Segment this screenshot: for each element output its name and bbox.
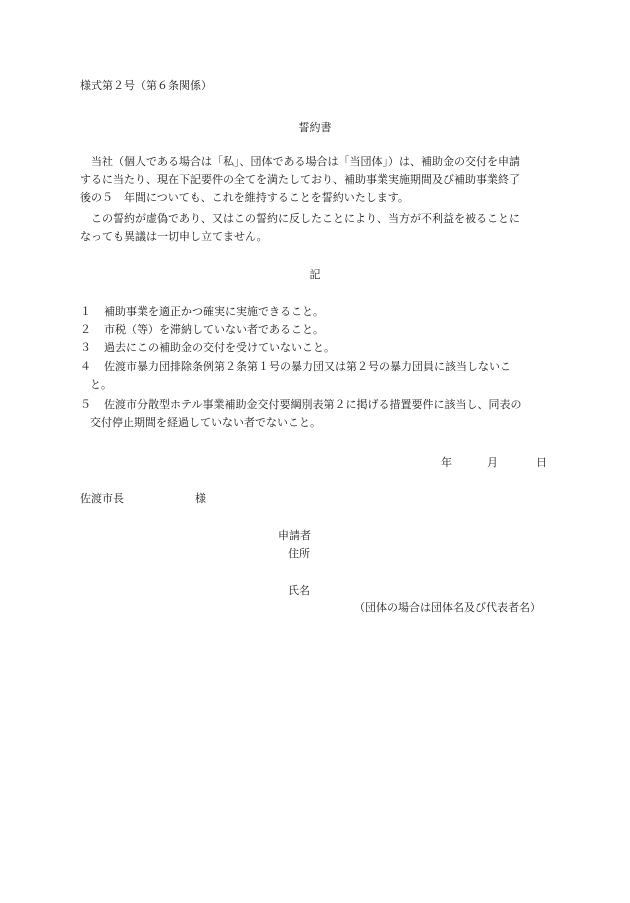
item-text-continued: 交付停止期間を経過していない者でないこと。: [90, 416, 321, 429]
item-text: 佐渡市分散型ホテル事業補助金交付要綱別表第２に掲げる措置要件に該当し、同表の: [104, 398, 522, 411]
addressee-mayor: 佐渡市長: [80, 492, 124, 505]
item-number: ３: [80, 341, 91, 354]
item-number: １: [80, 305, 91, 318]
document-title: 誓約書: [298, 121, 332, 134]
item-number: ２: [80, 323, 91, 336]
item-text: 佐渡市暴力団排除条例第２条第１号の暴力団又は第２号の暴力団員に該当しないこ: [104, 360, 511, 373]
date-month-label: 月: [487, 456, 498, 469]
addressee-honorific: 様: [195, 492, 206, 505]
date-year-label: 年: [441, 456, 452, 469]
date-day-label: 日: [536, 456, 547, 469]
paragraph2-line1: この誓約が虚偽であり、又はこの誓約に反したことにより、当方が不利益を被ることに: [80, 212, 520, 225]
paragraph1-line2: するに当たり、現在下記要件の全てを満たしており、補助事業実施期間及び補助事業終了: [80, 173, 520, 186]
form-number-header: 様式第２号（第６条関係）: [80, 79, 212, 92]
item-text: 市税（等）を滞納していない者であること。: [104, 323, 324, 336]
address-label: 住所: [288, 547, 310, 560]
name-note: （団体の場合は団体名及び代表者名）: [354, 601, 541, 614]
paragraph2-line2: なっても異議は一切申し立てません。: [80, 230, 268, 243]
name-label: 氏名: [288, 584, 310, 597]
ki-heading: 記: [309, 268, 321, 281]
item-text: 補助事業を適正かつ確実に実施できること。: [104, 305, 324, 318]
paragraph1-line1: 当社（個人である場合は「私」、団体である場合は「当団体」）は、補助金の交付を申請: [80, 155, 520, 168]
item-number: ５: [80, 398, 91, 411]
item-number: ４: [80, 360, 91, 373]
applicant-label: 申請者: [278, 529, 311, 542]
paragraph1-line3: 後の５ 年間についても、これを維持することを誓約いたします。: [80, 191, 409, 204]
item-text: 過去にこの補助金の交付を受けていないこと。: [104, 341, 335, 354]
item-text-continued: と。: [90, 378, 112, 391]
